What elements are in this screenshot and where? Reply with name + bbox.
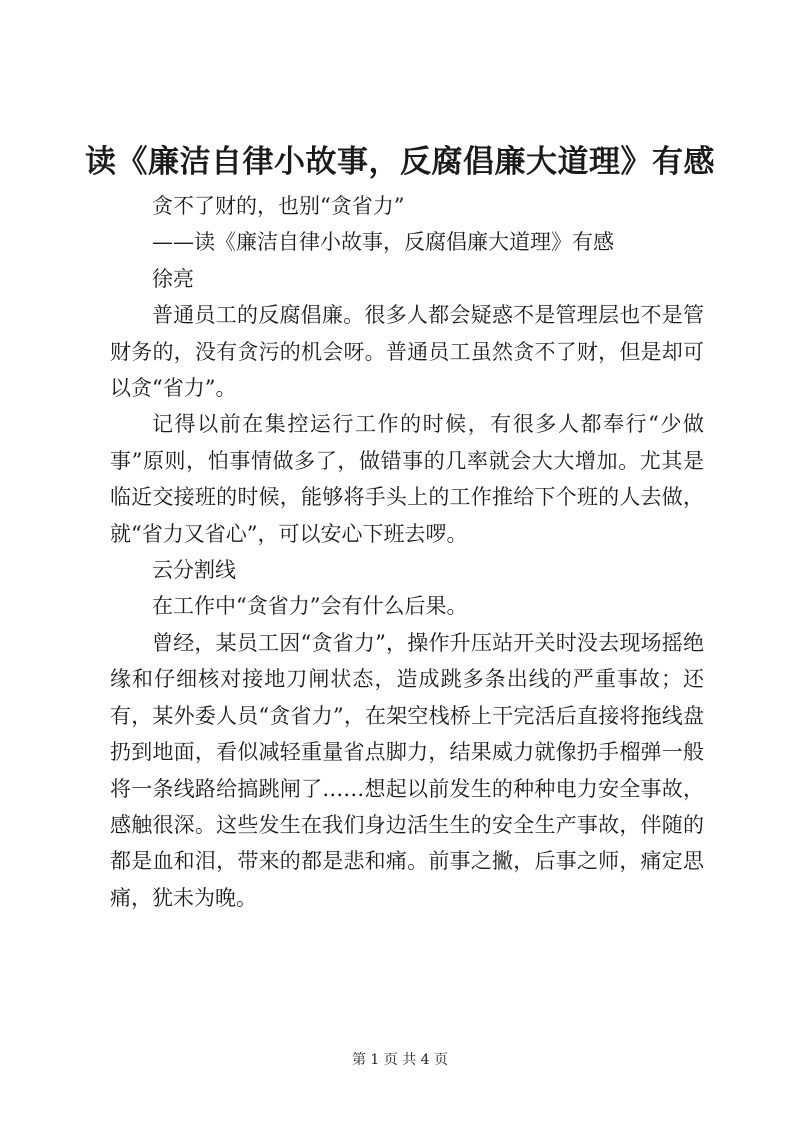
section-divider-text: 云分割线: [152, 558, 236, 583]
author: 徐亮: [152, 266, 194, 291]
subtitle-source: ——读《廉洁自律小故事，反腐倡廉大道理》有感: [152, 230, 614, 255]
page-footer: [0, 1050, 800, 1070]
body-paragraph: 曾经，某员工因“贪省力”，操作升压站开关时没去现场摇绝缘和仔细核对接地刀闸状态，造成跳多条出线的严重事故；还有，某外委人员“贪省力”，在架空栈桥上干完活后直接将拖线盘扔到地面，看似减轻重量省点脚力，结果威力就像扔手榴弹一般将一条线路给搞跳闸了……想起以前发生的种种电力安全事故，感触很深。这些发生在我们身边活生生的安全生产事故，伴随的都是血和泪，带来的都是悲和痛。前事之撇，后事之师，痛定思痛，犹未为晚。: [110, 630, 704, 910]
body-paragraph: 记得以前在集控运行工作的时候，有很多人都奉行“少做事”原则，怕事情做多了，做错事的几率就会大大增加。尤其是临近交接班的时候，能够将手头上的工作推给下个班的人去做，就“省力又省心”，可以安心下班去啰。: [110, 412, 704, 546]
document-body: [110, 188, 704, 916]
body-paragraph: 普通员工的反腐倡廉。很多人都会疑惑不是管理层也不是管财务的，没有贪污的机会呀。普通员工虽然贪不了财，但是却可以贪“省力”。: [110, 303, 704, 401]
document-title: 读《廉洁自律小故事，反腐倡廉大道理》有感: [85, 144, 715, 180]
body-paragraph: 在工作中“贪省力”会有什么后果。: [152, 594, 468, 619]
subtitle: 贪不了财的，也别“贪省力”: [152, 194, 405, 218]
page-number: 第 1 页 共 4 页: [351, 1052, 449, 1068]
